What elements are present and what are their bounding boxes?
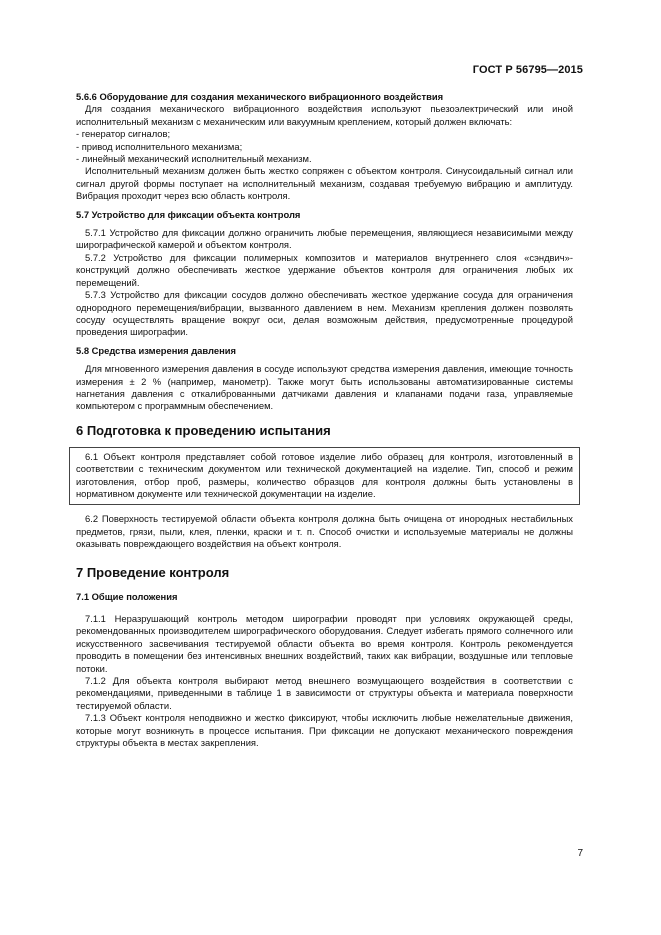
section-5-8-paragraph: Для мгновенного измерения давления в сосуде используют средства измерения давления, имеющие точность измерения ± 2 % (например, манометр). Также могут быть использованы автоматизированные системы нагнетания давления с откалиброванными датчиками давления и клапанами подачи газа, управляемые компьютером с программным обеспечением. [76, 363, 573, 412]
section-7-1-heading: 7.1 Общие положения [76, 590, 178, 602]
list-item: - генератор сигналов; [76, 128, 171, 140]
section-6-2-paragraph: 6.2 Поверхность тестируемой области объекта контроля должна быть очищена от инородных нестабильных предметов, грязи, пыли, клея, пленки, краски и т. п. Способ очистки и используемые материалы не должны оказывать повреждающего воздействия на объект контроля. [76, 513, 573, 550]
section-5-7-heading: 5.7 Устройство для фиксации объекта контроля [76, 208, 301, 220]
section-5-8-heading: 5.8 Средства измерения давления [76, 344, 236, 356]
section-5-7-1-paragraph: 5.7.1 Устройство для фиксации должно ограничить любые перемещения, являющиеся независимыми между ширографической камерой и объектом контроля. [76, 227, 573, 251]
list-item: - линейный механический исполнительный механизм. [76, 153, 312, 165]
section-6-1-box [69, 447, 580, 506]
section-5-6-6-heading: 5.6.6 Оборудование для создания механического вибрационного воздействия [76, 91, 444, 102]
page-content [76, 91, 573, 749]
document-code: ГОСТ Р 56795—2015 [472, 64, 583, 76]
section-6-heading: 6 Подготовка к проведению испытания [76, 422, 331, 438]
section-5-7-2-paragraph: 5.7.2 Устройство для фиксации полимерных композитов и материалов внутреннего слоя «сэндвич»-конструкций должно обеспечивать жесткое удержание объектов контроля для ограничения любых их перемещений. [76, 251, 573, 288]
section-7-heading: 7 Проведение контроля [76, 564, 230, 580]
list-item: - привод исполнительного механизма; [76, 140, 243, 152]
section-5-6-6-paragraph-1: Для создания механического вибрационного воздействия используют пьезоэлектрический или иной исполнительный механизм с механическим или вакуумным креплением, который должен включать: [76, 103, 573, 127]
section-7-1-3-paragraph: 7.1.3 Объект контроля неподвижно и жестко фиксируют, чтобы исключить любые нежелательные движения, которые могут возникнуть в процессе испытания. При фиксации не допускают механического повреждения структуры объекта в местах закрепления. [76, 712, 573, 749]
page-number: 7 [577, 848, 583, 859]
section-5-6-6-paragraph-2: Исполнительный механизм должен быть жестко сопряжен с объектом контроля. Синусоидальный сигнал или сигнал другой формы поступает на исполнительный механизм, создавая требуемую вибрацию и амплитуду. Вибрация проходит через всю область контроля. [76, 165, 573, 202]
section-7-1-2-paragraph: 7.1.2 Для объекта контроля выбирают метод внешнего возмущающего воздействия в соответствии с рекомендациями, приведенными в таблице 1 в зависимости от структуры объекта и материала поверхности тестируемой области. [76, 675, 573, 711]
section-7-1-1-paragraph: 7.1.1 Неразрушающий контроль методом ширографии проводят при условиях окружающей среды, рекомендованных производителем ширографического оборудования. Следует избегать прямого солнечного или искусственного засвечивания тестируемой области объекта во время контроля. Контроль рекомендуется проводить в помещении без интенсивных внешних воздействий, таких как вибрации, воздушные или тепловые потоки. [76, 613, 573, 674]
section-6-1-paragraph: 6.1 Объект контроля представляет собой готовое изделие либо образец для контроля, изготовленный в соответствии с техническим документом или технической документацией на изделие. Тип, способ и режим изготовления, отбор проб, размеры, количество образцов для контроля должны быть установлены в нормативном документе или технической документации на изделие. [76, 450, 573, 499]
section-5-7-3-paragraph: 5.7.3 Устройство для фиксации сосудов должно обеспечивать жесткое удержание сосуда для ограничения однородного перемещения/вибрации, вызванного давлением в нем. Механизм крепления должен позволять сосуду осуществлять вращение вокруг оси, делая возможным действия, предусмотренные процедурой проведения ширографии. [76, 289, 573, 338]
